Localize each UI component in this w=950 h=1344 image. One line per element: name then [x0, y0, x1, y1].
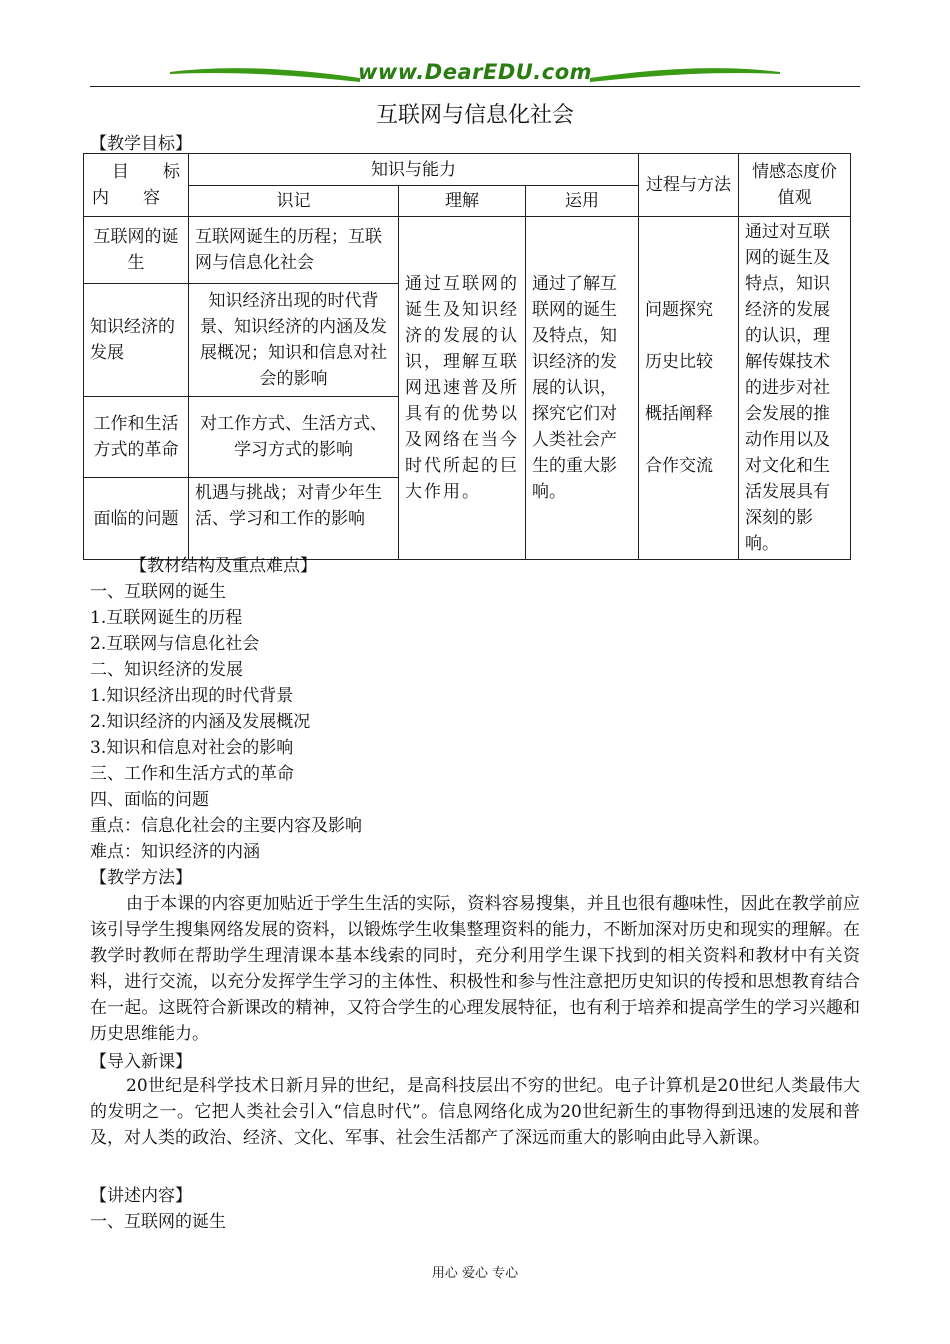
process-item: 问题探究: [645, 300, 713, 320]
recall-header: 识记: [189, 186, 399, 217]
process-item: 合作交流: [645, 456, 713, 476]
header-rule: [90, 86, 860, 87]
recall-cell: 对工作方式、生活方式、学习方式的影响: [189, 396, 399, 478]
outline-line: 重点：信息化社会的主要内容及影响: [90, 816, 362, 836]
outline-line: 3.知识和信息对社会的影响: [90, 738, 294, 758]
page-footer: 用心 爱心 专心: [431, 1266, 519, 1281]
section-goals-heading: 【教学目标】: [90, 134, 192, 154]
outline-line: 1.知识经济出现的时代背景: [90, 686, 294, 706]
page-title: 互联网与信息化社会: [375, 103, 574, 128]
process-cell: [639, 217, 739, 560]
understand-cell: 通过互联网的诞生及知识经济的发展的认识，理解互联网迅速普及所具有的优势以及网络在当今时代所起的巨大作用。: [399, 217, 526, 560]
topic-cell: 工作和生活方式的革命: [84, 396, 189, 478]
outline-line: 一、互联网的诞生: [90, 582, 226, 602]
corner-bottom-label: 内 容: [92, 188, 160, 208]
topic-cell: 互联网的诞生: [84, 217, 189, 284]
outline-line: 四、面临的问题: [90, 790, 209, 810]
outline-line: 2.知识经济的内涵及发展概况: [90, 712, 311, 732]
intro-paragraph: 20世纪是科学技术日新月异的世纪，是高科技层出不穷的世纪。电子计算机是20世纪人类最伟大的发明之一。它把人类社会引入“信息时代”。信息网络化成为20世纪新生的事物得到迅速的发展和普及，对人类的政治、经济、文化、军事、社会生活都产了深远而重大的影响由此导入新课。: [90, 1076, 860, 1148]
lecture-heading: 【讲述内容】: [90, 1186, 192, 1206]
structure-heading: 【教材结构及重点难点】: [130, 556, 317, 576]
corner-top-label: 目 标: [112, 162, 180, 182]
recall-cell: 知识经济出现的时代背景、知识经济的内涵及发展概况；知识和信息对社会的影响: [189, 284, 399, 396]
process-item: 历史比较: [645, 352, 713, 372]
lecture-first-item: 一、互联网的诞生: [90, 1212, 226, 1232]
emotion-cell: 通过对互联网的诞生及特点，知识经济的发展的认识，理解传媒技术的进步对社会发展的推动作用以及对文化和生活发展具有深刻的影响。: [739, 217, 851, 560]
topic-cell: 面临的问题: [84, 478, 189, 560]
apply-cell: 通过了解互联网的诞生及特点，知识经济的发展的认识，探究它们对人类社会产生的重大影响。: [526, 217, 639, 560]
emotion-header: 情感态度价值观: [739, 154, 851, 217]
intro-heading: 【导入新课】: [90, 1052, 192, 1072]
knowledge-header: 知识与能力: [189, 154, 639, 186]
process-header: 过程与方法: [639, 154, 739, 217]
goals-table: [83, 153, 851, 560]
outline-line: 1.互联网诞生的历程: [90, 608, 243, 628]
method-paragraph: 由于本课的内容更加贴近于学生生活的实际，资料容易搜集，并且也很有趣味性，因此在教学前应该引导学生搜集网络发展的资料，以锻炼学生收集整理资料的能力，不断加深对历史和现实的理解。在教学时教师在帮助学生理清课本基本线索的同时，充分利用学生课下找到的相关资料和教材中有关资料，进行交流，以充分发挥学生学习的主体性、积极性和参与性注意把历史知识的传授和思想教育结合在一起。这既符合新课改的精神，又符合学生的心理发展特征，也有利于培养和提高学生的学习兴趣和历史思维能力。: [90, 894, 860, 1044]
recall-cell: 机遇与挑战；对青少年生活、学习和工作的影响: [189, 478, 399, 560]
outline-line: 二、知识经济的发展: [90, 660, 243, 680]
recall-cell: 互联网诞生的历程；互联网与信息化社会: [189, 217, 399, 284]
outline-line: 难点：知识经济的内涵: [90, 842, 260, 862]
structure-section: [90, 553, 860, 891]
topic-cell: 知识经济的发展: [84, 284, 189, 396]
method-heading: 【教学方法】: [90, 868, 192, 888]
process-item: 概括阐释: [645, 404, 713, 424]
understand-header: 理解: [399, 186, 526, 217]
table-corner-cell: [84, 154, 189, 217]
site-url: www.DearEDU.com: [357, 60, 593, 84]
apply-header: 运用: [526, 186, 639, 217]
outline-line: 三、工作和生活方式的革命: [90, 764, 294, 784]
outline-line: 2.互联网与信息化社会: [90, 634, 260, 654]
site-banner: [170, 58, 780, 94]
